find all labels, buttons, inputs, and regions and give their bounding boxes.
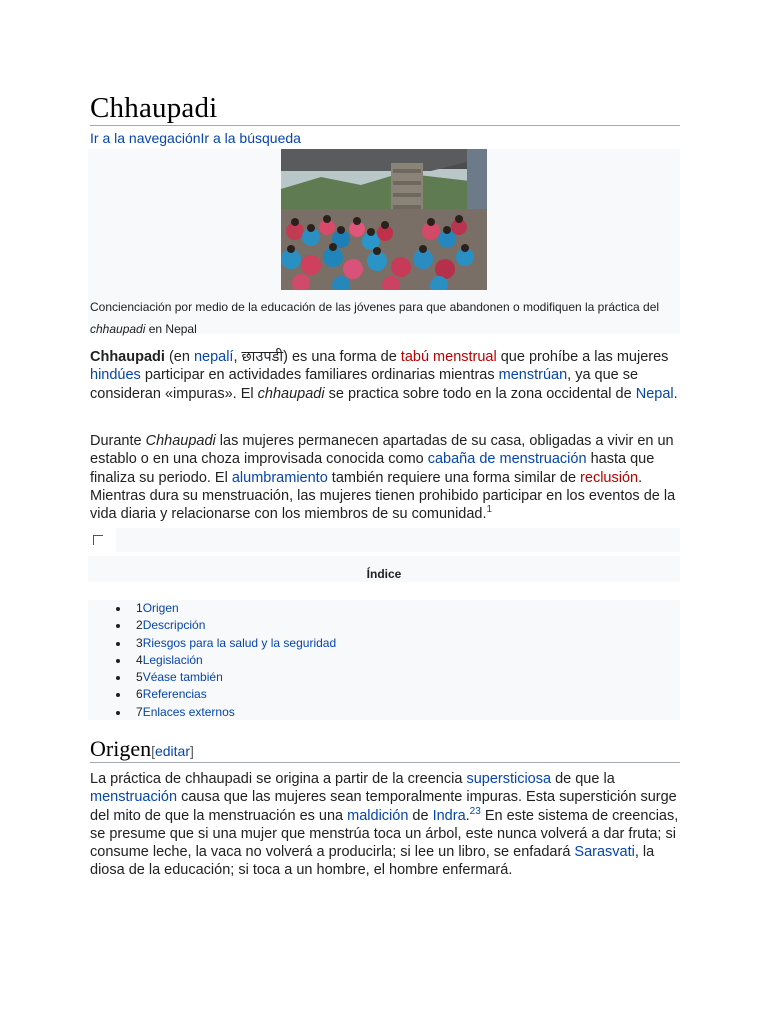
caption-emphasis: chhaupadi [90,322,146,336]
toc-item-number: 3 [136,635,143,650]
link-tabu-menstrual[interactable]: tabú menstrual [400,349,497,365]
title-divider [90,125,680,126]
link-maldicion[interactable]: maldición [347,807,409,824]
toc-item-number: 4 [136,652,143,667]
intro-paragraph: Chhaupadi (en nepalí, छाउपडी) es una forma de tabú menstrual que prohíbe a las mujeres hindúes participar en actividades familiares ordinarias mientras menstrúan, ya que se consideran «impuras». El chhaupadi se practica sobre todo en la zona occidental de Nepal. [90,349,678,402]
reference-23[interactable]: 23 [469,805,481,817]
toc-item-link[interactable]: Riesgos para la salud y la seguridad [142,635,337,650]
toc-item-number: 6 [136,687,143,702]
toc-item[interactable] [88,669,680,686]
edit-section: [editar] [151,743,194,759]
toc-heading: Índice [88,556,680,582]
section-divider [90,762,680,763]
link-cabana-menstruacion[interactable]: cabaña de menstruación [427,451,587,468]
edit-section-link[interactable]: editar [154,743,191,759]
toc-item[interactable] [88,617,680,634]
jump-to-search-link[interactable]: Ir a la búsqueda [200,130,301,146]
toc-item-link[interactable]: Referencias [142,687,207,702]
second-paragraph: Durante Chhaupadi las mujeres permanecen apartadas de su casa, obligadas a vivir en un establo o en una choza improvisada conocida como cabaña de menstruación hasta que finaliza su periodo. El alumbramiento también requiere una forma similar de reclusión. Mientras dura su menstruación, las mujeres tienen prohibido participar en los eventos de la vida diaria y relacionarse con los miembros de su comunidad.$^1$ [90,433,676,523]
toc-toggle-bar [88,528,680,552]
link-supersticiosa[interactable]: supersticiosa [466,771,552,787]
table-of-contents [88,600,680,720]
toc-item-link[interactable]: Legislación [142,652,203,667]
link-alumbramiento[interactable]: alumbramiento [231,469,328,486]
jump-links [90,130,301,146]
infobox-caption: Concienciación por medio de la educación de las jóvenes para que abandonen o modifiquen la práctica del chhaupadi en Nepal [90,300,660,336]
toc-item[interactable] [88,704,680,721]
reference-1[interactable]: 1 [486,504,493,516]
link-menstruan[interactable]: menstrúan [498,367,568,384]
jump-to-navigation-link[interactable]: Ir a la navegación [90,130,201,146]
link-nepal[interactable]: Nepal [635,385,674,402]
infobox [88,149,680,334]
toc-item-number: 1 [136,601,143,615]
page-title: Chhaupadi [90,92,218,124]
infobox-photo[interactable] [281,149,487,290]
toc-item-link[interactable]: Descripción [142,618,206,633]
toc-item-number: 7 [136,704,143,719]
link-reclusion[interactable]: reclusión [580,469,639,486]
section-heading-origen: Origen[editar] [90,736,194,761]
toc-item-number: 5 [136,670,143,685]
toc-item-link[interactable]: Enlaces externos [142,704,235,719]
toc-item-link[interactable]: Véase también [142,670,223,685]
toc-item[interactable] [88,635,680,652]
link-hindues[interactable]: hindúes [90,367,141,384]
toc-toggle-button[interactable] [88,528,116,552]
bold-term: Chhaupadi [90,349,165,365]
toc-item-link[interactable]: Origen [142,601,179,615]
link-menstruacion[interactable]: menstruación [90,789,178,806]
toc-item-number: 2 [136,618,143,633]
collapse-icon [93,535,103,545]
toc-item[interactable] [88,652,680,669]
toc-item[interactable] [88,600,680,617]
link-sarasvati[interactable]: Sarasvati [574,844,635,861]
origen-paragraph: La práctica de chhaupadi se origina a partir de la creencia supersticiosa de que la menstruación causa que las mujeres sean temporalmente impuras. Esta superstición surge del mito de que la menstruación es una maldición de Indra.$^{23}$ En este sistema de creencias, se presume que si una mujer que menstrúa toca un árbol, este nunca volverá a dar fruta; si consume leche, la vaca no volverá a producirla; si lee un libro, se enfadará Sarasvati, la diosa de la educación; si toca a un hombre, el hombre enfermará. [90,771,679,879]
photo-illustration [281,149,487,290]
link-indra[interactable]: Indra [432,807,466,824]
link-nepali[interactable]: nepalí [193,349,234,365]
toc-item[interactable] [88,686,680,703]
